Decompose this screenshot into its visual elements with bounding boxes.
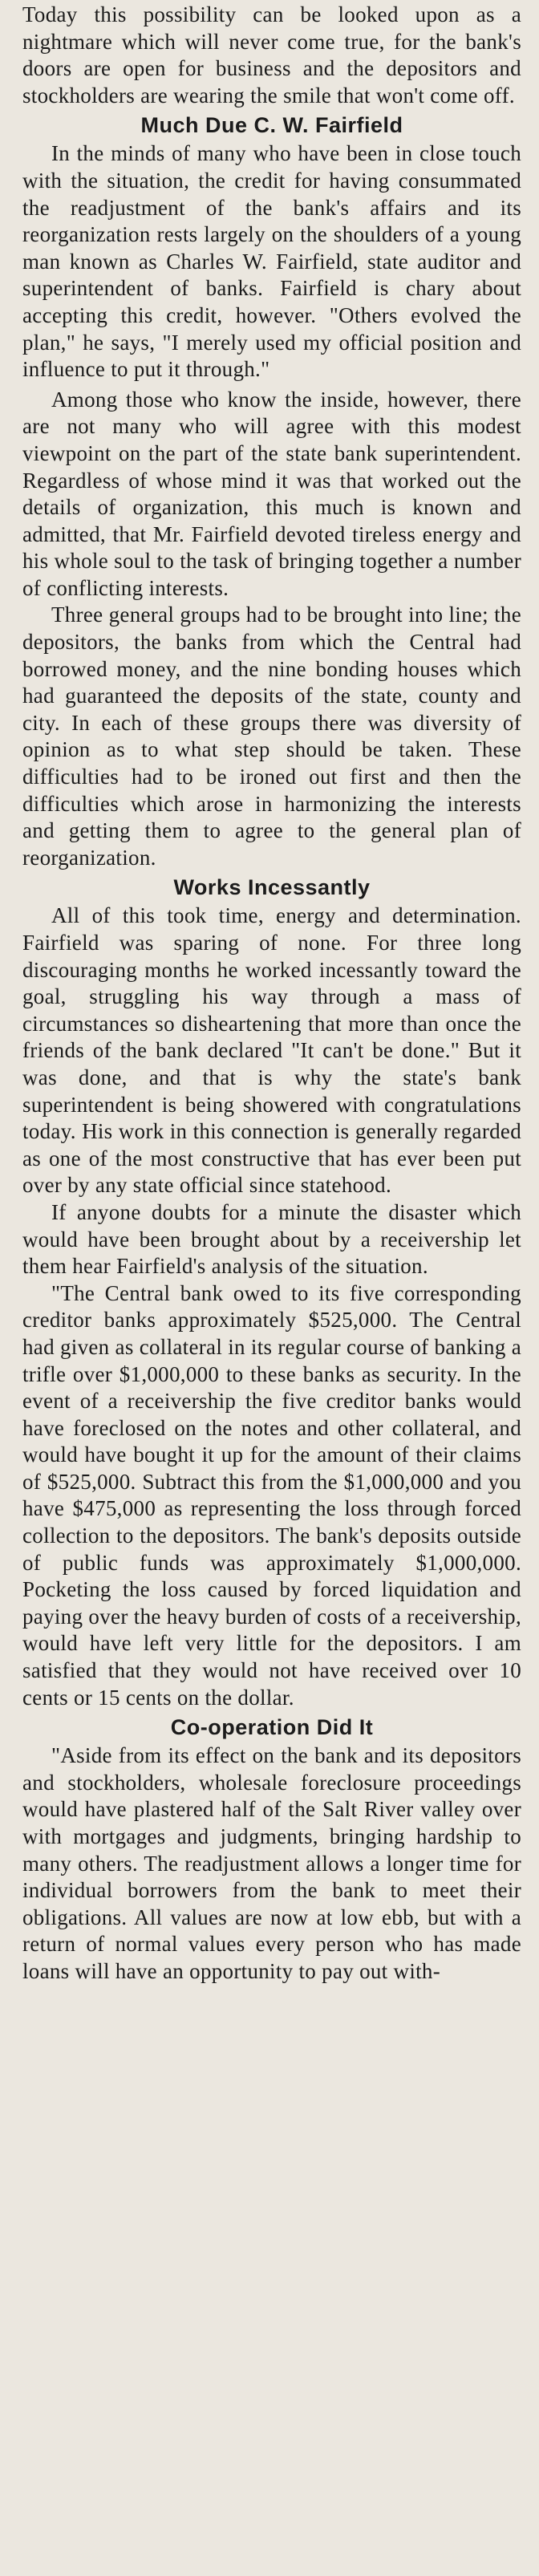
article-paragraph: Today this possibility can be looked upon as a nightmare which will never come true, for the bank's doors are open for business and the depositors and stockholders are wearing the smile that won't come off. xyxy=(22,2,521,108)
subheading-cooperation: Co-operation Did It xyxy=(170,1715,374,1740)
article-paragraph: In the minds of many who have been in close touch with the situation, the credit for having consummated the readjustment of the bank's affairs and its reorganization rests largely on the shoulders of a young man known as Charles W. Fairfield, state auditor and superintendent of banks. Fairfield is chary about accepting this credit, however. "Others evolved the plan," he says, "I merely used my official position and influence to put it through." xyxy=(22,141,521,382)
subheading-works-incessantly: Works Incessantly xyxy=(173,875,371,900)
article-paragraph: "The Central bank owed to its five corresponding creditor banks approximately $525,000. The Central had given as collateral in its regular course of banking a trifle over $1,000,000 to these banks as security. In the event of a receivership the five creditor banks would have foreclosed on the notes and other collateral, and would have bought it up for the amount of their claims of $525,000. Subtract this from the $1,000,000 and you have $475,000 as representing the loss through forced collection to the depositors. The bank's deposits outside of public funds was approximately $1,000,000. Pocketing the loss caused by forced liquidation and paying over the heavy burden of costs of a receivership, would have left very little for the depositors. I am satisfied that they would not have received over 10 cents or 15 cents on the dollar. xyxy=(22,1280,521,1710)
article-paragraph: Among those who know the inside, however, there are not many who will agree with this modest viewpoint on the part of the state bank superintendent. Regardless of whose mind it was that worked out the details of organization, this much is known and admitted, that Mr. Fairfield devoted tireless energy and his whole soul to the task of bringing together a number of conflicting interests. xyxy=(22,387,521,600)
article-paragraph: "Aside from its effect on the bank and its depositors and stockholders, wholesale foreclosure proceedings would have plastered half of the Salt River valley over with mortgages and judgments, bringing hardship to many others. The readjustment allows a longer time for individual borrowers from the bank to meet their obligations. All values are now at low ebb, but with a return of normal values every person who has made loans will have an opportunity to pay out with- xyxy=(22,1743,521,1983)
subheading-fairfield: Much Due C. W. Fairfield xyxy=(140,113,403,138)
article-paragraph: All of this took time, energy and determination. Fairfield was sparing of none. For three long discouraging months he worked incessantly toward the goal, struggling his way through a mass of circumstances so disheartening that more than once the friends of the bank declared "It can't be done." But it was done, and that is why the state's bank superintendent is being showered with congratulations today. His work in this connection is generally regarded as one of the most constructive that has ever been put over by any state official since statehood. xyxy=(22,903,521,1198)
article-paragraph: Three general groups had to be brought into line; the depositors, the banks from which the Central had borrowed money, and the nine bonding houses which had guaranteed the deposits of the state, county and city. In each of these groups there was diversity of opinion as to what step should be taken. These difficulties had to be ironed out first and then the difficulties which arose in harmonizing the interests and getting them to agree to the general plan of reorganization. xyxy=(22,602,521,870)
article-paragraph: If anyone doubts for a minute the disaster which would have been brought about by a receivership let them hear Fairfield's analysis of the situation. xyxy=(22,1199,521,1279)
